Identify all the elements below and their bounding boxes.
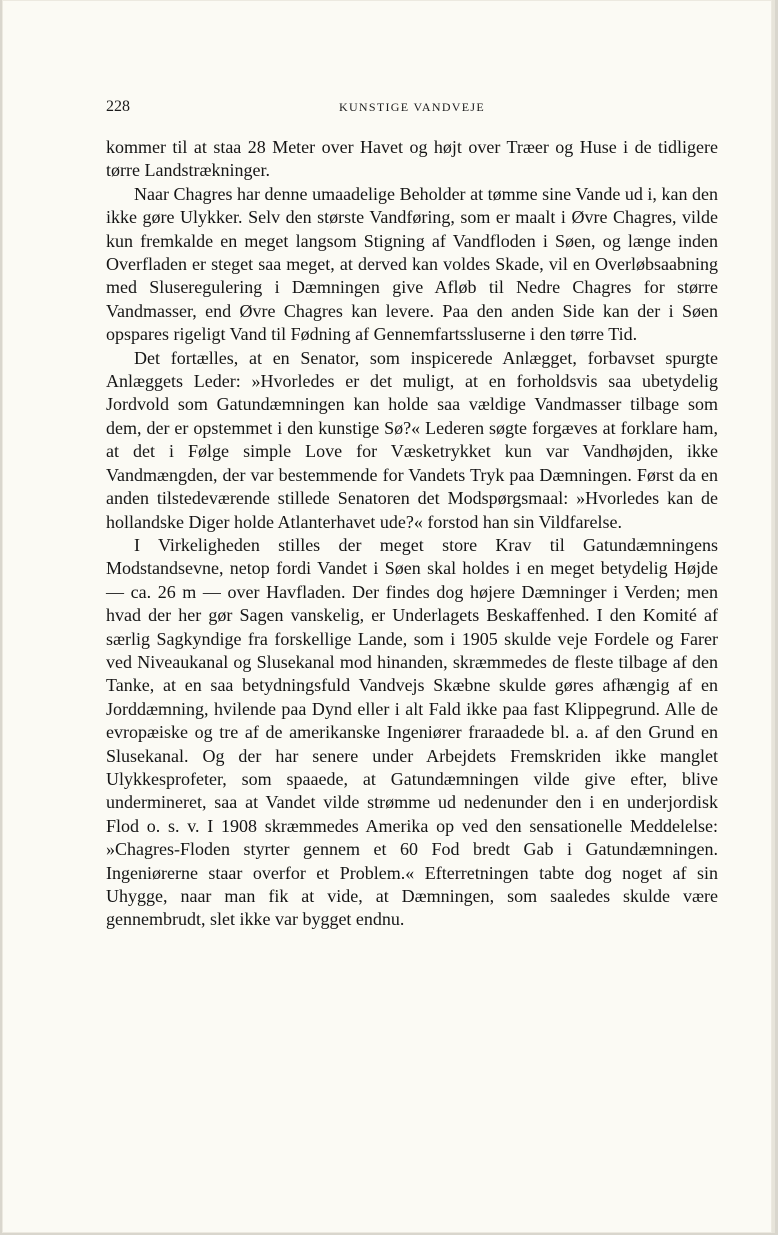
running-head: KUNSTIGE VANDVEJE xyxy=(339,100,485,114)
paragraph: Det fortælles, at en Senator, som inspicerede Anlægget, forbavset spurgte Anlæggets Leder: »Hvorledes er det muligt, at en forholdsvis saa ubetydelig Jordvold som Gatundæmningen kan holde saa vældige Vandmasser tilbage som dem, der er opstemmet i den kunstige Sø?« Lederen søgte forgæves at forklare ham, at det i Følge simple Love for Væsketrykket kun var Vandhøjden, ikke Vandmængden, der var bestemmende for Vandets Tryk paa Dæmningen. Først da en anden tilstedeværende stillede Senatoren det Modspørgsmaal: »Hvorledes kan de hollandske Diger holde Atlanterhavet ude?« forstod han sin Vildfarelse. xyxy=(106,347,718,532)
paragraph: I Virkeligheden stilles der meget store Krav til Gatundæmningens Modstandsevne, netop fordi Vandet i Søen skal holdes i en meget betydelig Højde — ca. 26 m — over Havfladen. Der findes dog højere Dæmninger i Verden; men hvad der her gør Sagen vanskelig, er Underlagets Beskaffenhed. I den Komité af særlig Sagkyndige fra forskellige Lande, som i 1905 skulde veje Fordele og Farer ved Niveaukanal og Slusekanal mod hinanden, skræmmedes de fleste tilbage af den Tanke, at en saa betydningsfuld Vandvejs Skæbne skulde gøres afhængig af en Jorddæmning, hvilende paa Dynd eller i alt Fald ikke paa fast Klippegrund. Alle de evropæiske og tre af de amerikanske Ingeniører fraraadede bl. a. af den Grund en Slusekanal. Og der har senere under Arbejdets Fremskriden ikke manglet Ulykkesprofeter, som spaaede, at Gatundæmningen vilde give efter, blive undermineret, saa at Vandet vilde strømme ud nedenunder den i en underjordisk Flod o. s. v. I 1908 skræmmedes Amerika op ved den sensationelle Meddelelse: »Chagres-Floden styrter gennem et 60 Fod bredt Gab i Gatundæmningen. Ingeniørerne staar overfor et Problem.« Efterretningen tabte dog noget af sin Uhygge, naar man fik at vide, at Dæmningen, som saaledes skulde være gennembrudt, slet ikke var bygget endnu. xyxy=(106,534,718,930)
page-header xyxy=(106,98,718,122)
paragraph: kommer til at staa 28 Meter over Havet og højt over Træer og Huse i de tidligere tørre Landstrækninger. xyxy=(106,137,718,181)
book-page xyxy=(2,0,775,1233)
body-text xyxy=(106,136,718,932)
page-number: 228 xyxy=(106,98,130,115)
paragraph: Naar Chagres har denne umaadelige Beholder at tømme sine Vande ud i, kan den ikke gøre Ulykker. Selv den største Vandføring, som er maalt i Øvre Chagres, vilde kun fremkalde en meget langsom Stigning af Vandfloden i Søen, og længe inden Overfladen er steget saa meget, at derved kan voldes Skade, vil en Overløbsaabning med Sluseregulering i Dæmningen give Afløb til Nedre Chagres for større Vandmasser, end Øvre Chagres kan levere. Paa den anden Side kan der i Søen opspares rigeligt Vand til Fødning af Gennemfartssluserne i den tørre Tid. xyxy=(106,183,718,345)
